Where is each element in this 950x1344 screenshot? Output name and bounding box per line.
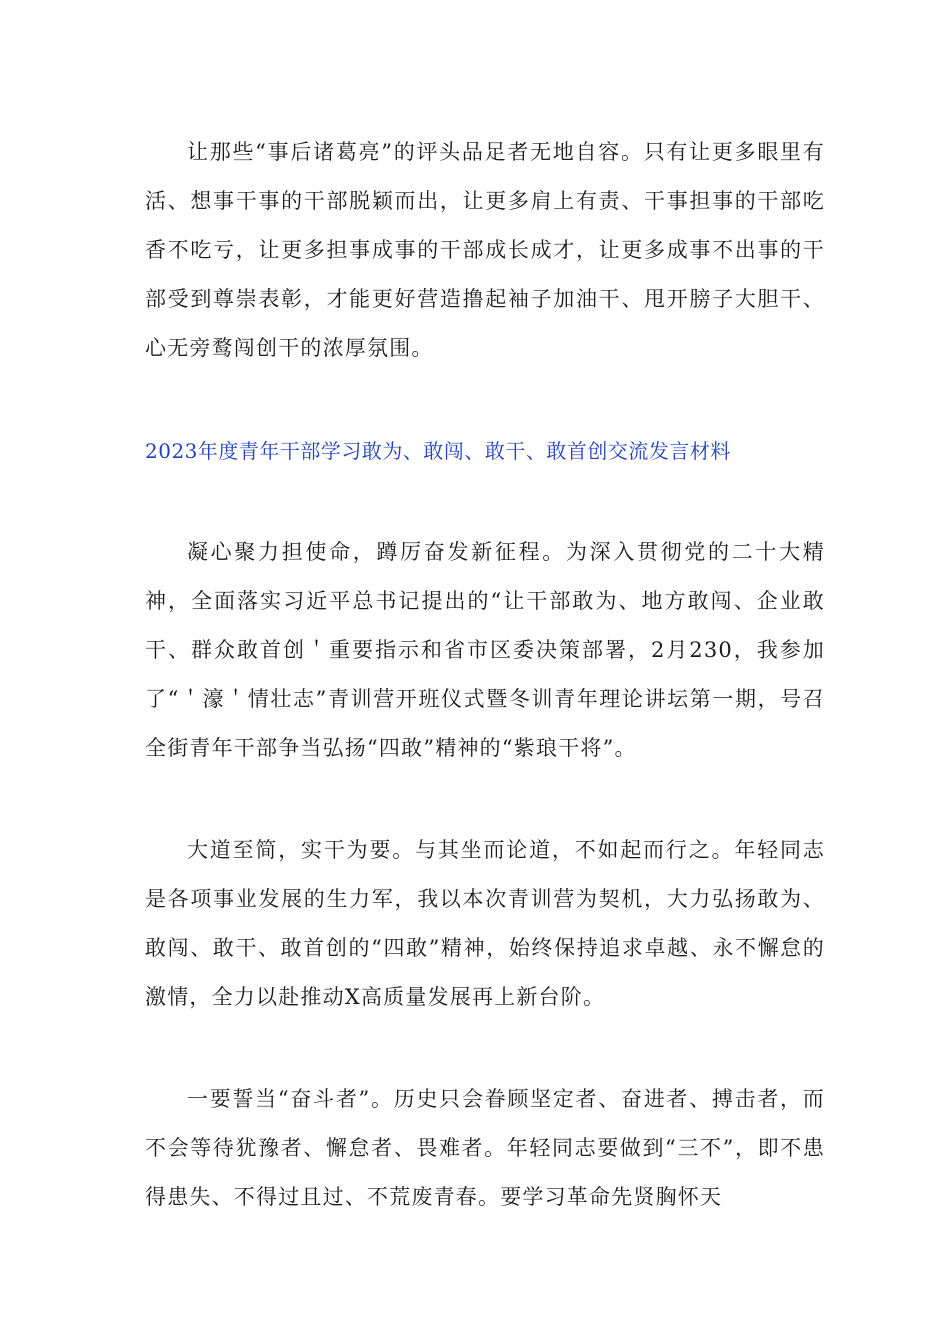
section-heading: 2023年度青年干部学习敢为、敢闯、敢干、敢首创交流发言材料 — [145, 439, 731, 463]
paragraph-intro-continuation: 让那些“事后诸葛亮”的评头品足者无地自容。只有让更多眼里有活、想事干事的干部脱颖而出，让更多肩上有责、干事担事的干部吃香不吃亏，让更多担事成事的干部成长成才，让更多成事不出事的干部受到尊崇表彰，才能更好营造撸起袖子加油干、甩开膀子大胆干、心无旁鹜闯创干的浓厚氛围。 — [145, 140, 825, 360]
paragraph-body-3: 一要誓当“奋斗者”。历史只会眷顾坚定者、奋进者、搏击者，而不会等待犹豫者、懈怠者、畏难者。年轻同志要做到“三不”，即不患得患失、不得过且过、不荒废青春。要学习革命先贤胸怀天 — [145, 1087, 825, 1209]
paragraph-body-2: 大道至简，实干为要。与其坐而论道，不如起而行之。年轻同志是各项事业发展的生力军，我以本次青训营为契机，大力弘扬敢为、敢闯、敢干、敢首创的“四敢”精神，始终保持追求卓越、永不懈怠的激情，全力以赴推动X高质量发展再上新台阶。 — [145, 838, 825, 1009]
paragraph-body-1: 凝心聚力担使命，蹲厉奋发新征程。为深入贯彻党的二十大精神，全面落实习近平总书记提出的“让干部敢为、地方敢闯、企业敢干、群众敢首创＇重要指示和省市区委决策部署，2月230，我参加了“＇濠＇情壮志”青训营开班仪式暨冬训青年理论讲坛第一期，号召全街青年干部争当弘扬“四敢”精神的“紫琅干将”。 — [145, 540, 825, 760]
